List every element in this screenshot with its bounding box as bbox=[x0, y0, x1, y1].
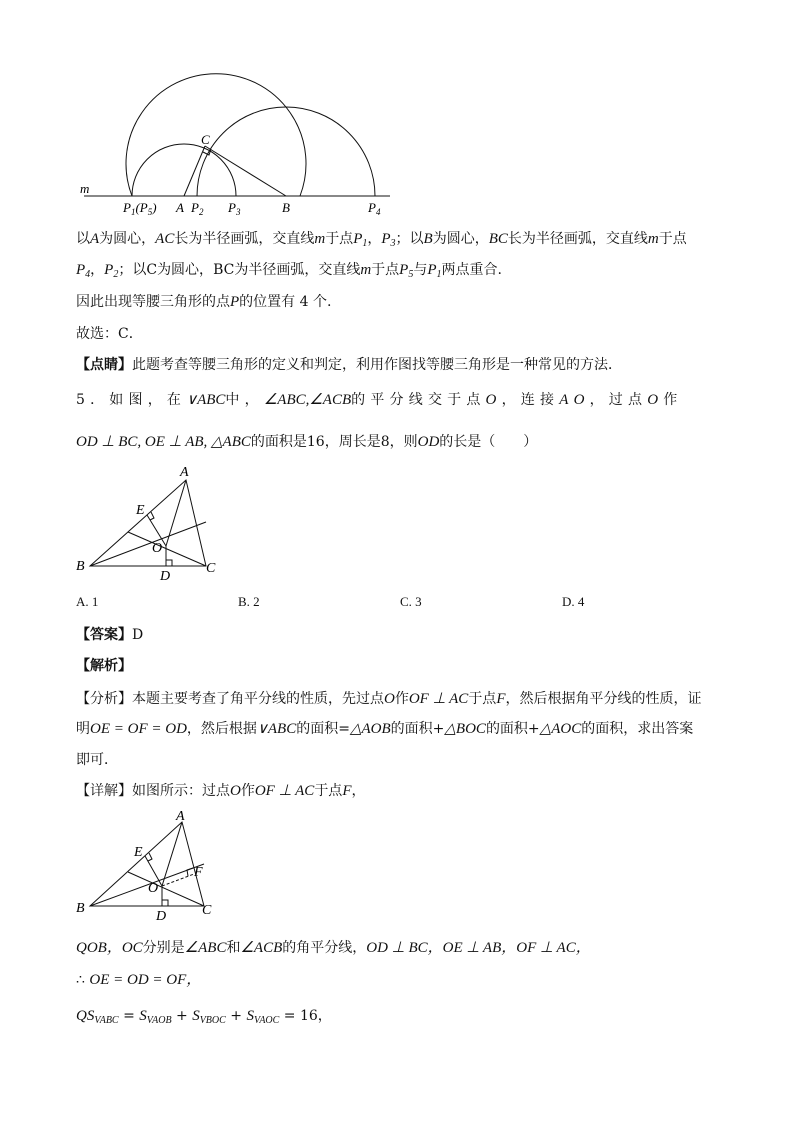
reasoning-line-1: QOB，OC分别是∠ABC和∠ACB的角平分线，OD ⊥ BC，OE ⊥ AB，OF ⊥ AC， bbox=[76, 940, 591, 956]
right-angle-E bbox=[150, 512, 154, 520]
text-line-1: 以A为圆心，AC长为半径画弧，交直线m于点$P_1$，$P_3$；以B为圆心，BC长为半径画弧，交直线m于点 bbox=[76, 231, 687, 249]
label-D: D bbox=[160, 569, 171, 584]
segment-AO bbox=[166, 480, 186, 546]
option-c: C. 3 bbox=[400, 594, 422, 609]
question-5-line-1: 5．如图，在∨ABC中，∠ABC,∠ACB的平分线交于点O，连接AO，过点O作 bbox=[76, 392, 683, 408]
question-5-line-2: OD ⊥ BC, OE ⊥ AB, △ABC的面积是16，周长是8，则OD的长是（ ） bbox=[76, 434, 538, 450]
label-D: D bbox=[156, 909, 167, 924]
bisector-CO bbox=[128, 872, 204, 906]
triangle-ABC bbox=[90, 822, 204, 906]
label-C: C bbox=[206, 561, 216, 576]
analysis-heading: 【解析】 bbox=[76, 658, 132, 674]
analysis-line-3: 即可． bbox=[76, 752, 118, 768]
answer-line: 【答案】D bbox=[76, 627, 144, 643]
label-E: E bbox=[134, 845, 143, 860]
label-B: B bbox=[76, 559, 85, 574]
bisector-BO bbox=[90, 522, 206, 566]
arc-centerB bbox=[197, 107, 375, 196]
text-line-2: $P_4$，$P_2$；以C为圆心，BC为半径画弧，交直线m于点$P_5$与$P_1$两点重合. bbox=[76, 262, 502, 280]
text-line-4: 故选：C． bbox=[76, 326, 143, 342]
label-m: m bbox=[80, 181, 90, 196]
label-B: B bbox=[282, 200, 290, 215]
label-A: A bbox=[180, 465, 189, 480]
label-O: O bbox=[152, 541, 163, 556]
small-arc-centerC bbox=[132, 144, 236, 196]
option-a: A. 1 bbox=[76, 594, 99, 609]
reasoning-line-3: $QS_{VABC} = S_{VAOB} + S_{VBOC} + S_{VAOC} = 16$， bbox=[76, 1008, 332, 1026]
label-O: O bbox=[148, 881, 159, 896]
label-A: A bbox=[176, 809, 185, 824]
figure-triangle-question bbox=[70, 462, 230, 587]
label-P3: $P_3$ bbox=[228, 200, 241, 217]
text-line-5: 【点睛】此题考查等腰三角形的定义和判定，利用作图找等腰三角形是一种常见的方法． bbox=[76, 357, 622, 373]
label-B: B bbox=[76, 901, 85, 916]
right-angle-E bbox=[148, 853, 152, 861]
option-b: B. 2 bbox=[238, 594, 260, 609]
label-F: F bbox=[194, 865, 203, 880]
right-angle-D bbox=[162, 900, 168, 906]
label-P4: $P_4$ bbox=[368, 200, 381, 217]
right-angle-D bbox=[166, 560, 172, 566]
label-A: A bbox=[176, 200, 184, 215]
label-C: C bbox=[202, 903, 212, 918]
label-P1P5: $P_1(P_5)$ bbox=[123, 200, 157, 217]
reasoning-line-2: ∴ OE = OD = OF， bbox=[76, 972, 202, 988]
big-arc-centerA bbox=[126, 74, 306, 196]
option-d: D. 4 bbox=[562, 594, 585, 609]
segment-AC bbox=[184, 146, 205, 196]
analysis-line-2: 明OE = OF = OD，然后根据∨ABC的面积=△AOB的面积+△BOC的面积+△AOC的面积，求出答案 bbox=[76, 721, 694, 737]
segment-OF-dashed bbox=[162, 874, 194, 886]
segment-CB bbox=[205, 146, 286, 196]
text-line-3: 因此出现等腰三角形的点P的位置有 4 个. bbox=[76, 294, 332, 310]
analysis-line-1: 【分析】本题主要考查了角平分线的性质，先过点O作OF ⊥ AC于点F，然后根据角平分线的性质，证 bbox=[76, 691, 702, 707]
label-P2: $P_2$ bbox=[191, 200, 204, 217]
figure-triangle-solution bbox=[70, 806, 230, 926]
label-C: C bbox=[201, 132, 210, 147]
triangle-ABC bbox=[90, 480, 206, 566]
detail-line-1: 【详解】如图所示：过点O作OF ⊥ AC于点F， bbox=[76, 783, 366, 799]
figure-circles-diagram bbox=[78, 40, 398, 220]
label-E: E bbox=[136, 503, 145, 518]
